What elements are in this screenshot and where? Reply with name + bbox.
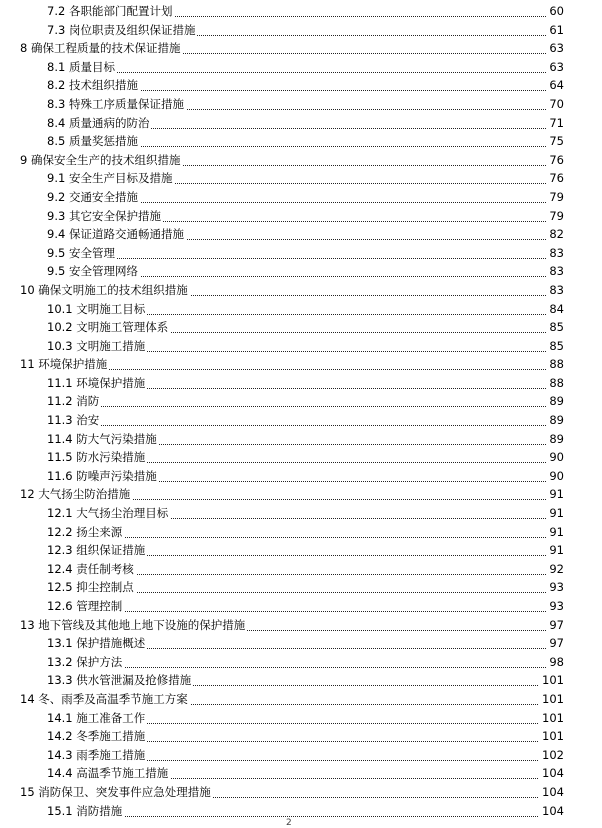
toc-entry-title: 14.3 雨季施工措施	[47, 747, 146, 762]
toc-dot-leader	[47, 425, 562, 426]
toc-entry-page: 97	[546, 616, 564, 635]
toc-section-entry[interactable]	[0, 597, 602, 616]
toc-chapter-entry[interactable]	[0, 690, 602, 709]
toc-entry-title: 15 消防保卫、突发事件应急处理措施	[20, 784, 211, 799]
toc-entry-page: 88	[546, 355, 564, 374]
toc-entry-title: 12.2 扬尘来源	[47, 524, 123, 539]
toc-chapter-entry[interactable]	[0, 783, 602, 802]
toc-chapter-entry[interactable]	[0, 485, 602, 504]
toc-section-entry[interactable]	[0, 169, 602, 188]
toc-entry-title: 7.2 各职能部门配置计划	[47, 4, 173, 18]
toc-entry-title: 10.3 文明施工措施	[47, 338, 146, 353]
toc-entry-title: 10.2 文明施工管理体系	[47, 320, 169, 335]
toc-entry-page: 101	[539, 671, 564, 690]
toc-entry-title: 12.6 管理控制	[47, 599, 123, 613]
toc-entry-page: 102	[539, 746, 564, 765]
toc-section-entry[interactable]	[0, 634, 602, 653]
toc-entry-title: 11.2 消防	[47, 394, 100, 409]
toc-entry-page: 91	[546, 504, 564, 523]
toc-entry-page: 90	[546, 448, 564, 467]
toc-section-entry[interactable]	[0, 523, 602, 542]
toc-entry-page: 84	[546, 300, 564, 319]
toc-section-entry[interactable]	[0, 374, 602, 393]
toc-section-entry[interactable]	[0, 300, 602, 319]
toc-entry-title: 9.5 安全管理	[47, 245, 115, 260]
toc-entry-page: 83	[546, 262, 564, 281]
toc-entry-title: 14 冬、雨季及高温季节施工方案	[20, 691, 188, 706]
toc-entry-title: 9.2 交通安全措施	[47, 189, 138, 204]
toc-entry-title: 10.1 文明施工目标	[47, 301, 146, 316]
toc-section-entry[interactable]	[0, 802, 602, 821]
toc-entry-title: 9.5 安全管理网络	[47, 264, 138, 279]
toc-section-entry[interactable]	[0, 95, 602, 114]
toc-entry-title: 12 大气扬尘防治措施	[20, 487, 131, 502]
toc-entry-title: 14.2 冬季施工措施	[47, 729, 146, 744]
toc-section-entry[interactable]	[0, 76, 602, 95]
toc-section-entry[interactable]	[0, 318, 602, 337]
toc-section-entry[interactable]	[0, 578, 602, 597]
toc-entry-title: 7.3 岗位职责及组织保证措施	[47, 22, 196, 37]
toc-chapter-entry[interactable]	[0, 355, 602, 374]
toc-entry-title: 13.3 供水管泄漏及抢修措施	[47, 673, 192, 688]
toc-section-entry[interactable]	[0, 653, 602, 672]
toc-entry-title: 9.4 保证道路交通畅通措施	[47, 227, 184, 242]
toc-entry-page: 88	[546, 374, 564, 393]
toc-entry-page: 85	[546, 337, 564, 356]
toc-section-entry[interactable]	[0, 337, 602, 356]
toc-entry-title: 9.1 安全生产目标及措施	[47, 171, 173, 186]
toc-entry-title: 9.3 其它安全保护措施	[47, 208, 161, 223]
toc-section-entry[interactable]	[0, 21, 602, 40]
toc-chapter-entry[interactable]	[0, 281, 602, 300]
toc-entry-title: 13.1 保护措施概述	[47, 636, 146, 651]
toc-entry-page: 89	[546, 430, 564, 449]
toc-entry-title: 11 环境保护措施	[20, 357, 108, 372]
toc-entry-title: 14.1 施工准备工作	[47, 710, 146, 725]
toc-entry-page: 101	[539, 690, 564, 709]
toc-entry-page: 104	[539, 764, 564, 783]
toc-entry-title: 9 确保安全生产的技术组织措施	[20, 152, 181, 167]
toc-section-entry[interactable]	[0, 504, 602, 523]
toc-entry-page: 76	[546, 151, 564, 170]
toc-entry-page: 63	[546, 39, 564, 58]
toc-entry-title: 8.4 质量通病的防治	[47, 115, 150, 130]
toc-chapter-entry[interactable]	[0, 39, 602, 58]
toc-entry-page: 97	[546, 634, 564, 653]
toc-entry-title: 8.3 特殊工序质量保证措施	[47, 96, 184, 111]
toc-section-entry[interactable]	[0, 467, 602, 486]
toc-dot-leader	[47, 72, 562, 73]
toc-entry-page: 89	[546, 411, 564, 430]
toc-section-entry[interactable]	[0, 430, 602, 449]
toc-entry-title: 8.5 质量奖惩措施	[47, 134, 138, 149]
toc-entry-page: 91	[546, 523, 564, 542]
toc-section-entry[interactable]	[0, 244, 602, 263]
toc-chapter-entry[interactable]	[0, 151, 602, 170]
toc-entry-title: 12.1 大气扬尘治理目标	[47, 506, 169, 521]
toc-dot-leader	[47, 406, 562, 407]
toc-entry-title: 11.4 防大气污染措施	[47, 431, 157, 446]
toc-entry-title: 11.1 环境保护措施	[47, 375, 146, 390]
toc-entry-page: 90	[546, 467, 564, 486]
toc-entry-page: 101	[539, 709, 564, 728]
toc-section-entry[interactable]	[0, 709, 602, 728]
toc-section-entry[interactable]	[0, 448, 602, 467]
toc-entry-page: 79	[546, 188, 564, 207]
toc-section-entry[interactable]	[0, 114, 602, 133]
toc-entry-page: 104	[539, 783, 564, 802]
toc-entry-page: 104	[539, 802, 564, 821]
toc-entry-page: 63	[546, 58, 564, 77]
toc-entry-title: 15.1 消防措施	[47, 803, 123, 818]
toc-entry-title: 8 确保工程质量的技术保证措施	[20, 41, 181, 56]
toc-entry-page: 93	[546, 597, 564, 616]
toc-section-entry[interactable]	[0, 58, 602, 77]
toc-entry-page: 64	[546, 76, 564, 95]
toc-entry-page: 98	[546, 653, 564, 672]
toc-section-entry[interactable]	[0, 411, 602, 430]
toc-section-entry[interactable]	[0, 132, 602, 151]
toc-entry-title: 8.1 质量目标	[47, 59, 115, 74]
toc-chapter-entry[interactable]	[0, 616, 602, 635]
toc-entry-title: 12.5 抑尘控制点	[47, 580, 134, 595]
toc-entry-title: 11.3 治安	[47, 413, 100, 428]
toc-section-entry[interactable]	[0, 560, 602, 579]
toc-entry-title: 12.3 组织保证措施	[47, 543, 146, 558]
toc-entry-page: 93	[546, 578, 564, 597]
toc-entry-page: 83	[546, 244, 564, 263]
toc-entry-title: 10 确保文明施工的技术组织措施	[20, 282, 188, 297]
toc-entry-page: 76	[546, 169, 564, 188]
toc-entry-title: 14.4 高温季节施工措施	[47, 766, 169, 781]
toc-section-entry[interactable]	[0, 188, 602, 207]
toc-entry-page: 61	[546, 21, 564, 40]
toc-entry-title: 11.5 防水污染措施	[47, 450, 146, 465]
toc-entry-page: 79	[546, 207, 564, 226]
toc-section-entry[interactable]	[0, 392, 602, 411]
toc-section-entry[interactable]	[0, 2, 602, 21]
toc-section-entry[interactable]	[0, 541, 602, 560]
toc-entry-title: 13.2 保护方法	[47, 654, 123, 669]
toc-entry-page: 92	[546, 560, 564, 579]
toc-entry-page: 71	[546, 114, 564, 133]
toc-entry-title: 11.6 防噪声污染措施	[47, 468, 157, 483]
toc-section-entry[interactable]	[0, 207, 602, 226]
toc-entry-title: 12.4 责任制考核	[47, 561, 134, 576]
toc-entry-page: 83	[546, 281, 564, 300]
toc-entry-page: 85	[546, 318, 564, 337]
table-of-contents	[0, 2, 602, 820]
toc-entry-page: 91	[546, 485, 564, 504]
toc-entry-page: 82	[546, 225, 564, 244]
toc-entry-page: 91	[546, 541, 564, 560]
toc-section-entry[interactable]	[0, 671, 602, 690]
toc-entry-page: 75	[546, 132, 564, 151]
toc-entry-page: 89	[546, 392, 564, 411]
toc-section-entry[interactable]	[0, 746, 602, 765]
toc-entry-title: 8.2 技术组织措施	[47, 78, 138, 93]
toc-entry-page: 101	[539, 727, 564, 746]
toc-entry-title: 13 地下管线及其他地上地下设施的保护措施	[20, 617, 246, 632]
toc-entry-page: 60	[546, 2, 564, 21]
toc-entry-page: 70	[546, 95, 564, 114]
page-number: 2	[286, 818, 292, 828]
toc-dot-leader	[47, 258, 562, 259]
toc-section-entry[interactable]	[0, 225, 602, 244]
toc-section-entry[interactable]	[0, 727, 602, 746]
toc-section-entry[interactable]	[0, 764, 602, 783]
toc-section-entry[interactable]	[0, 262, 602, 281]
